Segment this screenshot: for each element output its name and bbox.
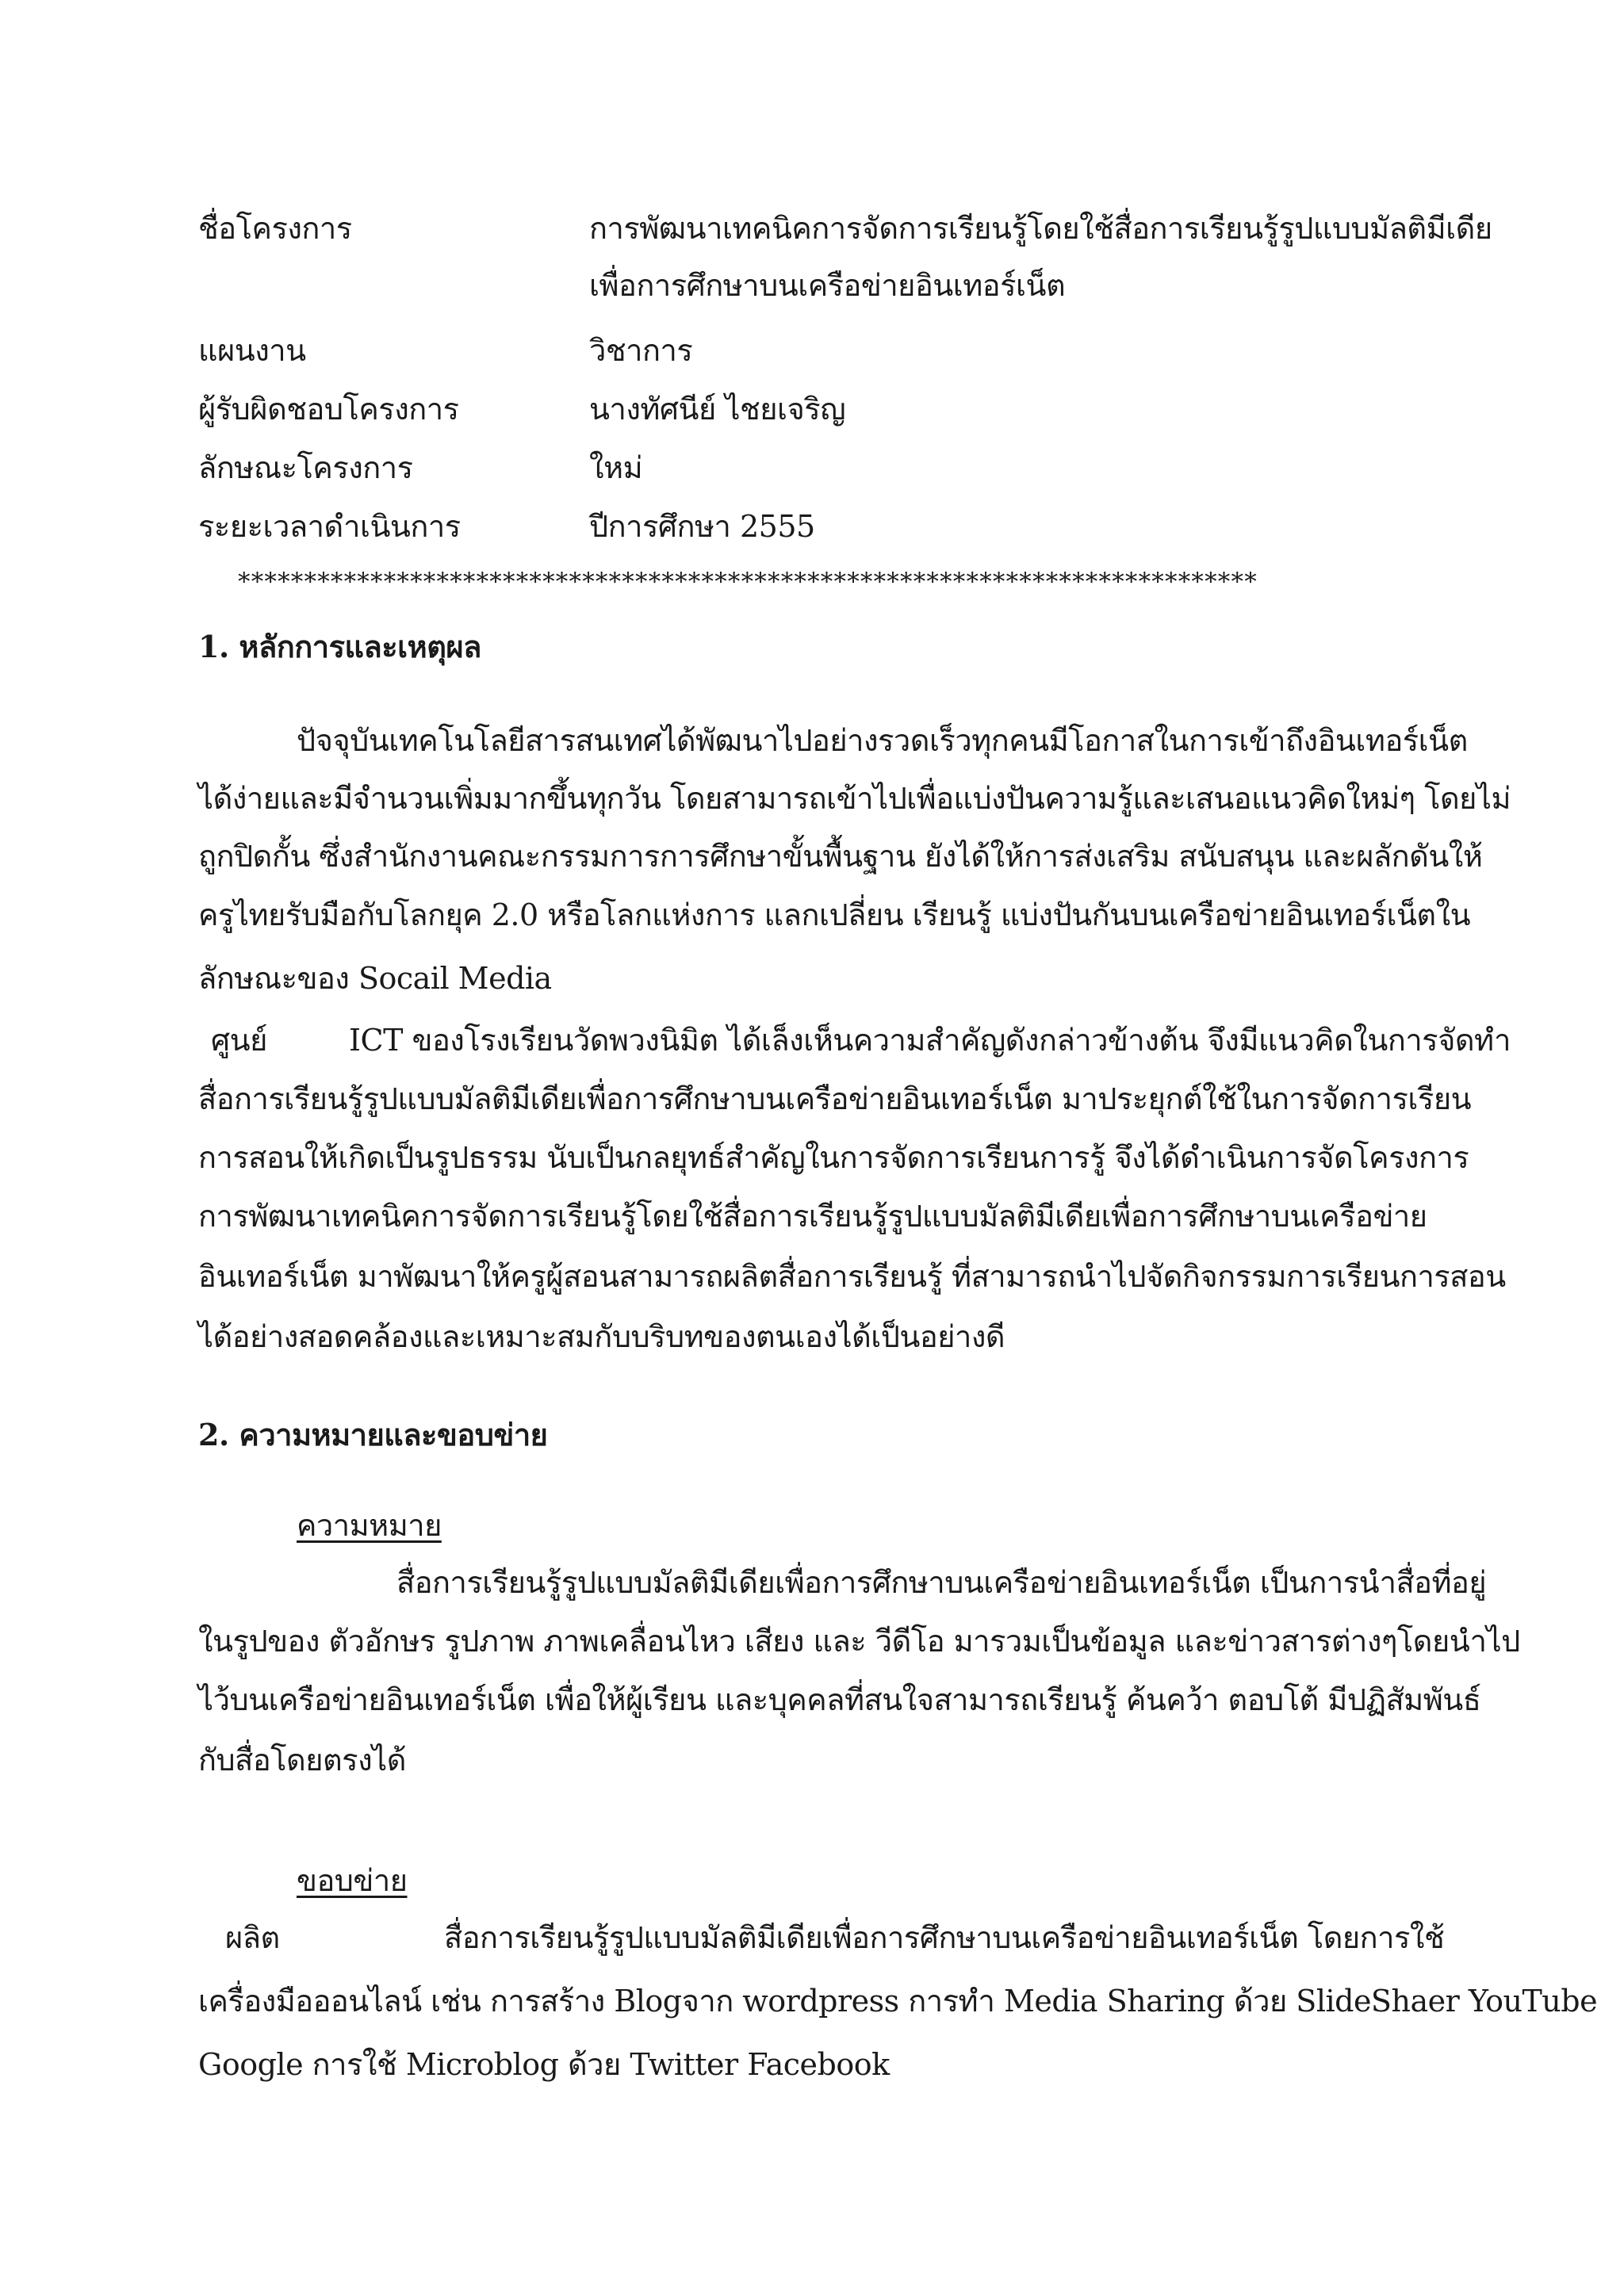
scope-line-1: สื่อการเรียนรู้รูปแบบมัลติมีเดียเพื่อการศึกษาบนเครือข่ายอินเทอร์เน็ต โดยการใช้ bbox=[444, 1920, 1445, 1955]
section-1-heading: 1. หลักการและเหตุผล bbox=[198, 629, 481, 664]
scope-line-3: Google การใช้ Microblog ด้วย Twitter Facebook bbox=[198, 2047, 890, 2082]
responsible-value: นางทัศนีย์ ไชยเจริญ bbox=[589, 392, 846, 427]
plan-value: วิชาการ bbox=[589, 333, 693, 368]
s1-p2-line-5: อินเทอร์เน็ต มาพัฒนาให้ครูผู้สอนสามารถผลิตสื่อการเรียนรู้ ที่สามารถนำไปจัดกิจกรรมการเรียนการสอน bbox=[198, 1259, 1506, 1294]
s1-p2-lead: ศูนย์ bbox=[211, 1023, 267, 1058]
meaning-subheading: ความหมาย bbox=[297, 1508, 442, 1543]
meaning-line-1: สื่อการเรียนรู้รูปแบบมัลติมีเดียเพื่อการศึกษาบนเครือข่ายอินเทอร์เน็ต เป็นการนำสื่อที่อยู่ bbox=[396, 1565, 1487, 1600]
s1-p2-line-6: ได้อย่างสอดคล้องและเหมาะสมกับบริบทของตนเองได้เป็นอย่างดี bbox=[198, 1319, 1005, 1354]
duration-label: ระยะเวลาดำเนินการ bbox=[198, 509, 461, 544]
s1-p2-line-3: การสอนให้เกิดเป็นรูปธรรม นับเป็นกลยุทธ์สำคัญในการจัดการเรียนการรู้ จึงได้ดำเนินการจัดโครงการ bbox=[198, 1140, 1469, 1175]
s1-p1-line-5: ลักษณะของ Socail Media bbox=[198, 961, 552, 996]
meaning-line-3: ไว้บนเครือข่ายอินเทอร์เน็ต เพื่อให้ผู้เรียน และบุคคลที่สนใจสามารถเรียนรู้ ค้นคว้า ตอบโต้ มีปฏิสัมพันธ์ bbox=[198, 1682, 1481, 1717]
section-2-heading: 2. ความหมายและขอบข่าย bbox=[198, 1417, 548, 1452]
meaning-line-4: กับสื่อโดยตรงได้ bbox=[198, 1743, 406, 1777]
s1-p2-line-2: สื่อการเรียนรู้รูปแบบมัลติมีเดียเพื่อการศึกษาบนเครือข่ายอินเทอร์เน็ต มาประยุกต์ใช้ในการจัดการเรียน bbox=[198, 1081, 1472, 1116]
s1-p2-line-4: การพัฒนาเทคนิคการจัดการเรียนรู้โดยใช้สื่อการเรียนรู้รูปแบบมัลติมีเดียเพื่อการศึกษาบนเครือข่าย bbox=[198, 1199, 1427, 1234]
duration-value: ปีการศึกษา 2555 bbox=[589, 509, 815, 544]
s1-p1-line-1: ปัจจุบันเทคโนโลยีสารสนเทศได้พัฒนาไปอย่างรวดเร็วทุกคนมีโอกาสในการเข้าถึงอินเทอร์เน็ต bbox=[297, 723, 1468, 758]
scope-lead: ผลิต bbox=[225, 1920, 280, 1955]
project-type-label: ลักษณะโครงการ bbox=[198, 450, 413, 485]
responsible-label: ผู้รับผิดชอบโครงการ bbox=[198, 392, 459, 427]
separator-stars: ***************************************************************************** bbox=[238, 568, 1258, 596]
project-type-value: ใหม่ bbox=[589, 450, 643, 485]
s1-p2-line-1: ICT ของโรงเรียนวัดพวงนิมิต ได้เล็งเห็นความสำคัญดังกล่าวข้างต้น จึงมีแนวคิดในการจัดทำ bbox=[349, 1023, 1511, 1058]
s1-p1-line-3: ถูกปิดกั้น ซึ่งสำนักงานคณะกรรมการการศึกษาขั้นพื้นฐาน ยังได้ให้การส่งเสริม สนับสนุน และผลักดันให้ bbox=[198, 839, 1483, 874]
plan-label: แผนงาน bbox=[198, 333, 306, 368]
project-name-value-line-1: การพัฒนาเทคนิคการจัดการเรียนรู้โดยใช้สื่อการเรียนรู้รูปแบบมัลติมีเดีย bbox=[589, 211, 1492, 246]
s1-p1-line-2: ได้ง่ายและมีจำนวนเพิ่มมากขึ้นทุกวัน โดยสามารถเข้าไปเพื่อแบ่งปันความรู้และเสนอแนวคิดใหม่ๆ โดยไม่ bbox=[198, 781, 1511, 816]
project-name-value-line-2: เพื่อการศึกษาบนเครือข่ายอินเทอร์เน็ต bbox=[589, 268, 1066, 303]
meaning-line-2: ในรูปของ ตัวอักษร รูปภาพ ภาพเคลื่อนไหว เสียง และ วีดีโอ มารวมเป็นข้อมูล และข่าวสารต่างๆโดยนำไป bbox=[198, 1624, 1520, 1659]
scope-subheading: ขอบข่าย bbox=[297, 1863, 408, 1898]
project-name-label: ชื่อโครงการ bbox=[198, 211, 352, 246]
scope-line-2: เครื่องมือออนไลน์ เช่น การสร้าง Blogจาก wordpress การทำ Media Sharing ด้วย SlideShaer YouTube bbox=[198, 1984, 1598, 2019]
s1-p1-line-4: ครูไทยรับมือกับโลกยุค 2.0 หรือโลกแห่งการ แลกเปลี่ยน เรียนรู้ แบ่งปันกันบนเครือข่ายอินเทอร์เน็ตใน bbox=[198, 897, 1471, 932]
